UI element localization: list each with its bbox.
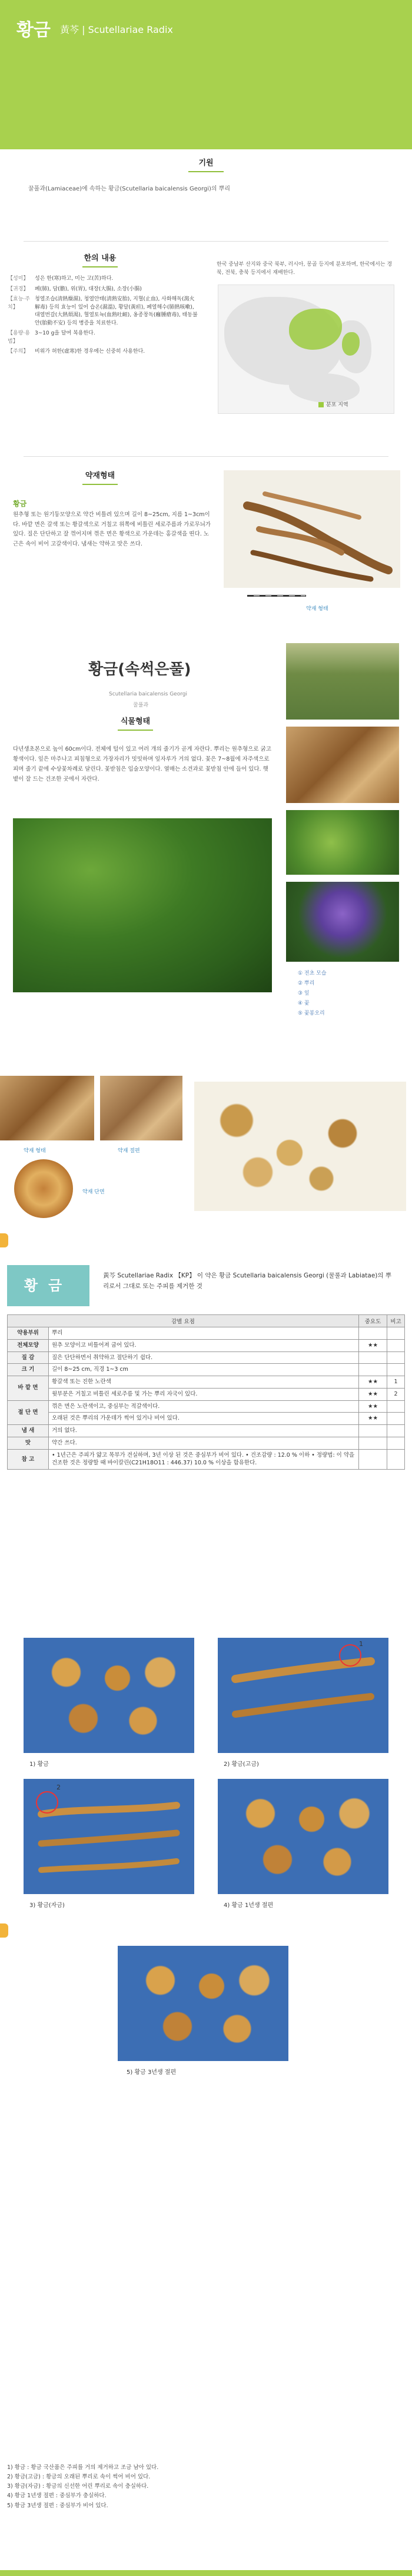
origin-text: 꿀풀과(Lamiaceae)에 속하는 황금(Scutellaria baicalensis Georgi)의 뿌리 [28, 186, 231, 192]
table-row: 【귀경】 폐(肺), 담(膽), 위(胃), 대장(大腸), 소장(小腸) [8, 286, 142, 292]
divider [24, 241, 388, 242]
identification-table [7, 1314, 405, 1470]
root-illustration [224, 470, 400, 588]
origin-section [0, 149, 412, 243]
table-row: 질 감 질은 단단하면서 취약하고 절단하기 쉽다. [8, 1351, 405, 1364]
herb-caption-b: 약재 절편 [118, 1148, 140, 1154]
table-row: 【효능·주치】 청열조습(淸熱燥濕), 청열안태(淸熱安胎), 지혈(止血), 사화해독(瀉火解毒) 등의 효능이 있어 습온(濕溫), 황달(黃疸), 폐열해수(肺熱咳嗽), 대열번갈(大熱煩渴), 혈열토뉵(血熱吐衄), 옹종창독(癰腫瘡毒), 태동불안(胎動不安) 등의 병증을 치료한다. [8, 296, 198, 326]
root-closeup-photo [286, 727, 399, 803]
plant-page [0, 633, 412, 1068]
table-row: 크 기 길이 8~25 cm, 직경 1~3 cm [8, 1364, 405, 1376]
map-legend: 분포 지역 [318, 400, 348, 408]
table-row: 전체모양 원추 모양이고 비틀어져 굽어 있다. ★★ [8, 1339, 405, 1351]
field-photo [286, 643, 399, 720]
trait-description: 원추형 또는 원기둥모양으로 약간 비틀려 있으며 길이 8~25cm, 지름 1~3cm이다. 바깥 면은 갈색 또는 황갈색으로 거칠고 위쪽에 비틀린 세로주름과 가로무늬가 있다. 질은 단단하고 잘 꺾어지며 꺾은 면은 황색으로 가운데는 홍갈색을 띤다. 노근은 속이 비어 고갈색이다. 냄새는 약하고 맛은 쓰다. [13, 511, 211, 547]
specimen-caption-4: 4) 황금 1년생 절편 [224, 1902, 274, 1909]
root-illustration [218, 1638, 388, 1753]
origin-heading: 기원 [0, 156, 412, 172]
scientific-name: Scutellaria baicalensis Georgi [109, 691, 187, 697]
root-photo [224, 470, 400, 588]
herbal-info-section [0, 243, 412, 455]
specimen-photo-3 [24, 1779, 194, 1894]
page-tab-marker [0, 1923, 8, 1938]
monograph-header-text: 黃芩 Scutellariae Radix 【KP】 이 약은 황금 Scutellaria baicalensis Georgi (꿀풀과 Labiatae)의 뿌리로서 그대로 또는 주피를 제거한 것 [103, 1272, 392, 1290]
cross-section-photo [14, 1159, 73, 1218]
table-row: 약용부위 뿌리 [8, 1327, 405, 1340]
specimen-photo-5 [118, 1946, 288, 2061]
monograph-name-box: 황금 [7, 1265, 89, 1306]
page-tab-marker [0, 1233, 8, 1247]
herb-photo-a [0, 1076, 94, 1140]
flower-photo [286, 882, 399, 962]
herbal-info-table [6, 274, 200, 357]
distribution-map [218, 285, 394, 414]
trait-section [0, 459, 412, 621]
whole-plant-photo [13, 818, 272, 992]
trait-heading: 약재형태 [24, 469, 177, 485]
family-name: 꿀풀과 [133, 702, 149, 708]
table-row: 맛 약간 쓰다. [8, 1437, 405, 1449]
divider [24, 456, 388, 457]
root-illustration [24, 1779, 194, 1894]
page-subtitle: 黃芩 | Scutellariae Radix [60, 24, 173, 35]
plant-form-heading: 식물형태 [88, 715, 182, 731]
table-header-row: 감별 요점 중요도 비고 [8, 1315, 405, 1327]
table-row: 오래된 것은 뿌리의 가운데가 썩어 있거나 비어 있다. ★★ [8, 1413, 405, 1425]
table-row: 냄 새 거의 없다. [8, 1425, 405, 1437]
specimen-photo-1 [24, 1638, 194, 1753]
specimen-caption-3: 3) 황금(자금) [29, 1902, 65, 1909]
table-row: 【용량·용법】 3~10 g을 달여 복용한다. [8, 330, 95, 344]
table-row: 바 깥 면 황갈색 또는 진한 노란색 ★★ 1 [8, 1376, 405, 1389]
legend-swatch [318, 402, 324, 407]
herb-photo-b [100, 1076, 182, 1140]
table-row: 절 단 면 꺾은 면은 노란색이고, 중심부는 적갈색이다. ★★ [8, 1400, 405, 1413]
table-row: 【주의】 비위가 허한(虛寒)한 경우에는 신중히 사용한다. [8, 349, 145, 354]
trait-keyword: 황금 [13, 500, 27, 508]
footnotes: 1) 황금 : 황금 국산품은 주피를 거의 제거하고 조금 남아 있다. 2) 황금(고금) : 황금의 오래된 뿌리로 속이 썩어 비어 있다. 3) 황금(자금) : 황금의 신선한 어린 뿌리로 속이 충실하다. 4) 황금 1년생 절편 : 중심부가 충실하다. 5) 황금 3년생 절편 : 중심부가 비어 있다. [7, 2464, 159, 2509]
herbal-info-heading: 한의 내용 [24, 252, 177, 267]
footer-bar [0, 2570, 412, 2576]
page-title: 황금 [16, 20, 51, 41]
marker-label: 1 [359, 1640, 363, 1648]
trait-caption: 약재 형태 [306, 606, 328, 612]
specimen-photo-2 [218, 1638, 388, 1753]
marker-label: 2 [57, 1784, 61, 1791]
table-row: 윗부분은 거칠고 비틀린 세로주름 및 가는 뿌리 자국이 있다. ★★ 2 [8, 1388, 405, 1400]
specimen-caption-5: 5) 황금 3년생 절편 [127, 2069, 177, 2076]
distribution-text: 한국 중남부 산지와 중국 북부, 러시아, 몽골 등지에 분포하며, 한국에서는 경북, 전북, 충북 등지에서 재배한다. [217, 262, 393, 276]
sliced-herb-photo [194, 1082, 406, 1211]
herb-caption-a: 약재 형태 [24, 1148, 46, 1154]
specimen-caption-1: 1) 황금 [29, 1761, 49, 1768]
plant-title: 황금(속썩은풀) [88, 661, 191, 678]
page-header [0, 0, 412, 149]
scale-bar [247, 595, 306, 597]
photo-index-list: ① 전초 모습 ② 뿌리 ③ 잎 ④ 꽃 ⑤ 꽃봉오리 [298, 971, 327, 1017]
specimen-photo-4 [218, 1779, 388, 1894]
table-row: 【성미】 성은 한(寒)하고, 미는 고(苦)하다. [8, 276, 114, 282]
leaf-photo [286, 810, 399, 875]
table-row: 참 고 • 1년근은 주피가 얇고 목부가 견실하며, 3년 이상 된 것은 중심부가 비어 있다. • 건조감량 : 12.0 % 이하 • 정량법: 이 약을 건조한 것은 정량할 때 바이칼린(C21H18O11 : 446.37) 10.0 % 이상을 함유한다. [8, 1449, 405, 1470]
herb-caption-c: 약재 단면 [82, 1189, 105, 1195]
specimen-caption-2: 2) 황금(고금) [224, 1761, 259, 1768]
plant-description: 다년생초본으로 높이 60cm이다. 전체에 털이 있고 여러 개의 줄기가 곧게 자란다. 뿌리는 원추형으로 굵고 황색이다. 잎은 마주나고 피침형으로 가장자리가 밋밋하며 잎자루가 거의 없다. 꽃은 7~8월에 자주색으로 피며 줄기 끝에 수상꽃차례로 달린다. 꽃받침은 입술모양이다. 열매는 소견과로 꽃받침 안에 들어 있다. 햇볕이 잘 드는 건조한 곳에서 자란다. [13, 746, 271, 783]
